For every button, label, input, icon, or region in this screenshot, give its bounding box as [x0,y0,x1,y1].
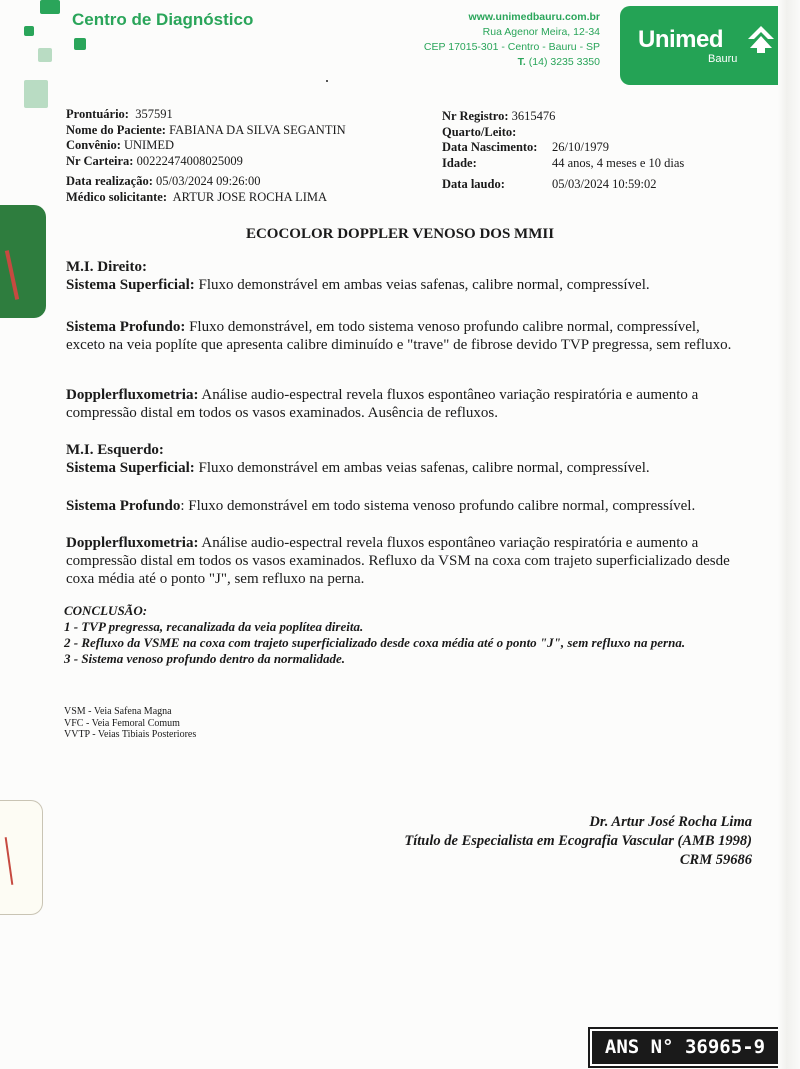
conclusion [64,603,744,667]
paragraph: Dopplerfluxometria: Análise audio-espectral revela fluxos espontâneo variação respiratória e aumento a compressão distal em todos os vasos examinados. Ausência de refluxos. [66,387,699,421]
signature-block [404,813,752,870]
conclusion-item: 1 - TVP pregressa, recanalizada da veia poplítea direita. [64,619,364,634]
unimed-logo [620,6,795,85]
abbreviations [64,706,196,741]
section-heading: M.I. Direito: [66,259,147,275]
brand-square [40,0,60,14]
logo-sub: Bauru [708,53,738,65]
realizacao-row: Data realização: 05/03/2024 09:26:00 [66,174,261,188]
abbreviation: VFC - Veia Femoral Comum [64,717,180,729]
patient-name-row: Nome do Paciente: FABIANA DA SILVA SEGANTIN [66,122,346,137]
convenio-row: Convênio: UNIMED [66,138,174,152]
left-limb-section [66,441,736,477]
paragraph: Dopplerfluxometria: Análise audio-espectral revela fluxos espontâneo variação respiratória e aumento a compressão distal em todos os vasos examinados. Refluxo da VSM na coxa com trajeto superficializado desde coxa média até o ponto "J", sem refluxo na perna. [66,535,730,587]
brand-square [24,80,48,108]
paragraph: Sistema Profundo: Fluxo demonstrável em todo sistema venoso profundo calibre normal, compressível. [66,498,696,514]
conclusion-item: 3 - Sistema venoso profundo dentro da normalidade. [64,651,345,666]
doctor-title: Título de Especialista em Ecografia Vascular (AMB 1998) [404,833,752,849]
website-link[interactable]: www.unimedbauru.com.br [468,11,600,23]
nascimento-row: Data Nascimento: 26/10/1979 [442,140,609,154]
abbreviation: VVTP - Veias Tibiais Posteriores [64,729,197,740]
phone: T. (14) 3235 3350 [517,56,600,68]
address-line: CEP 17015-301 - Centro - Bauru - SP [423,41,600,53]
carteira-row: Nr Carteira: 00222474008025009 [66,153,243,168]
section-heading: M.I. Esquerdo: [66,442,164,458]
clip-mark [5,250,19,300]
conclusion-item: 2 - Refluxo da VSME na coxa com trajeto superficializado desde coxa média até o ponto "J", sem refluxo na perna. [64,635,686,650]
page-edge [778,0,800,1069]
brand-square [24,26,34,36]
paragraph: Sistema Superficial: Fluxo demonstrável em ambas veias safenas, calibre normal, compressível. [66,277,650,293]
idade-row: Idade: 44 anos, 4 meses e 10 dias [442,155,685,170]
medico-row: Médico solicitante: ARTUR JOSE ROCHA LIMA [66,189,328,204]
quarto-row: Quarto/Leito: [442,124,517,139]
binder-tab [0,205,46,318]
registry-info [442,109,685,171]
exam-info [66,174,327,205]
address-line: Rua Agenor Meira, 12-34 [482,26,600,38]
right-limb-section [66,258,736,294]
unimed-tree-icon [744,24,778,54]
registro-row: Nr Registro: 3615476 [442,109,556,123]
binder-tab [0,800,43,915]
scan-speck [326,80,328,82]
logo-name: Unimed [638,26,724,53]
doctor-crm: CRM 59686 [679,852,752,868]
clinic-name: Centro de Diagnóstico [72,10,254,29]
report-title: ECOCOLOR DOPPLER VENOSO DOS MMII [245,226,555,242]
prontuario-row: Prontuário: 357591 [66,107,173,121]
paragraph: Sistema Superficial: Fluxo demonstrável em ambas veias safenas, calibre normal, compressível. [66,460,650,476]
conclusion-heading: CONCLUSÃO: [64,603,148,618]
doctor-name: Dr. Artur José Rocha Lima [589,814,752,830]
brand-square [74,38,86,50]
clinic-address [424,10,600,70]
paragraph: Sistema Profundo: Fluxo demonstrável, em todo sistema venoso profundo calibre normal, compressível, exceto na veia poplíte que apresenta calibre diminuído e "trave" de fibrose devido TVP pregressa, sem refluxo. [66,319,732,353]
abbreviation: VSM - Veia Safena Magna [64,706,172,717]
brand-square [38,48,52,62]
ans-badge: ANS N° 36965-9 [590,1029,780,1066]
clip-mark [5,837,14,885]
laudo-row: Data laudo: 05/03/2024 10:59:02 [442,177,657,191]
patient-info [66,107,346,169]
